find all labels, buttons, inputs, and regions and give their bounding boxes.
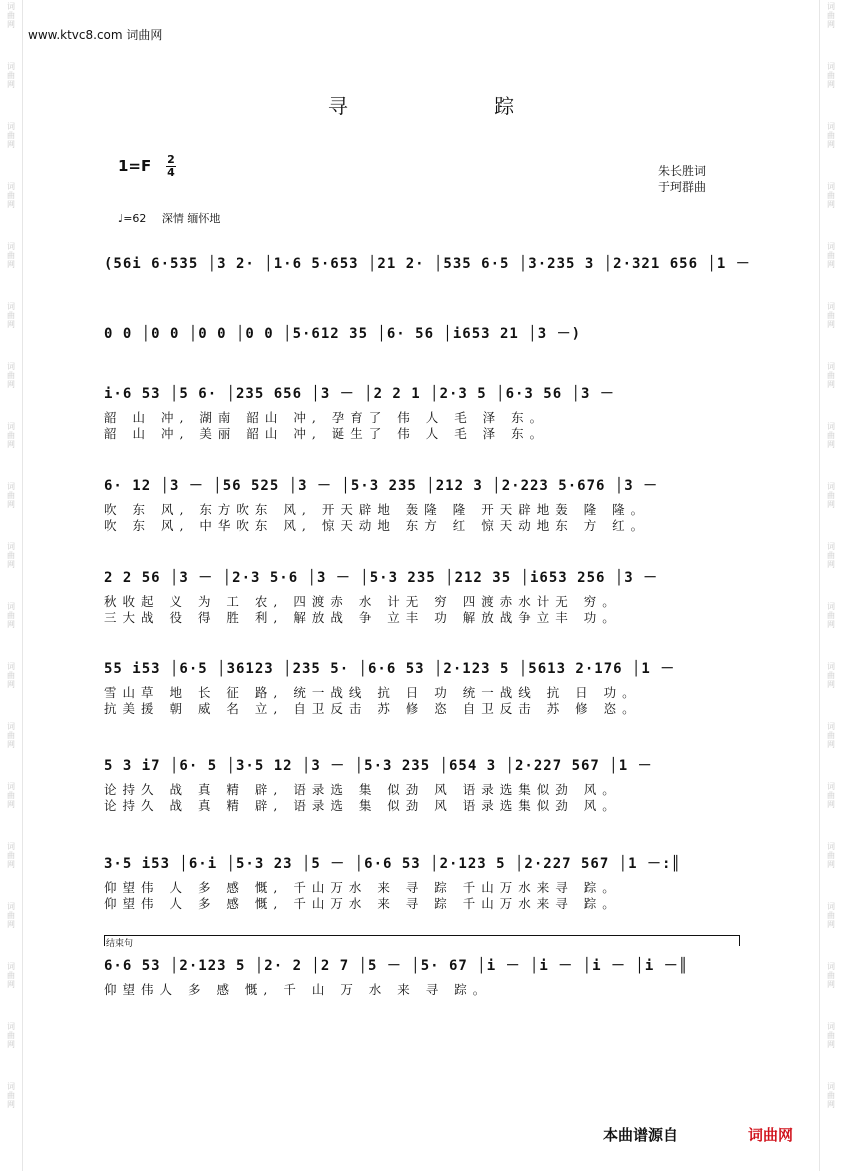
watermark-char: 曲 xyxy=(7,911,15,920)
watermark-group xyxy=(820,0,842,29)
staff-line: 6· 12 │3 － │56 525 │3 － │5·3 235 │212 3 │2·223 5·676 │3 － xyxy=(104,478,659,494)
lyric-verse-1: 论持久 战 真 精 辟, 语录选 集 似劲 风 语录选集似劲 风。 xyxy=(104,782,621,797)
watermark-char: 网 xyxy=(7,200,15,209)
watermark-char: 词 xyxy=(827,722,835,731)
watermark-char: 网 xyxy=(7,80,15,89)
watermark-char: 网 xyxy=(7,560,15,569)
watermark-char: 曲 xyxy=(827,71,835,80)
watermark-char: 词 xyxy=(827,302,835,311)
watermark-char: 词 xyxy=(827,662,835,671)
watermark-char: 网 xyxy=(827,800,835,809)
watermark-char: 曲 xyxy=(827,1091,835,1100)
watermark-char: 网 xyxy=(7,920,15,929)
watermark-char: 网 xyxy=(7,740,15,749)
watermark-char: 词 xyxy=(7,962,15,971)
watermark-char: 网 xyxy=(827,980,835,989)
watermark-char: 词 xyxy=(7,842,15,851)
watermark-char: 曲 xyxy=(827,491,835,500)
lyric-verse-1: 仰望伟人 多 感 慨, 千 山 万 水 来 寻 踪。 xyxy=(104,982,492,997)
watermark-group xyxy=(820,269,842,329)
watermark-group xyxy=(0,1049,22,1109)
watermark-char: 曲 xyxy=(7,971,15,980)
staff-line: 6·6 53 │2·123 5 │2· 2 │2 7 │5 － │5· 67 │i － │i － │i － │i －║ xyxy=(104,958,689,974)
watermark-char: 曲 xyxy=(7,371,15,380)
score-row-2 xyxy=(104,322,740,344)
watermark-group xyxy=(0,29,22,89)
watermark-char: 词 xyxy=(7,62,15,71)
watermark-char: 词 xyxy=(827,62,835,71)
credits xyxy=(658,163,706,195)
lyric-block xyxy=(104,685,740,717)
footer-brand-link[interactable]: 词曲网 xyxy=(748,1126,794,1144)
watermark-group xyxy=(0,569,22,629)
staff-line: i·6 53 │5 6· │235 656 │3 － │2 2 1 │2·3 5 │6·3 56 │3 － xyxy=(104,386,615,402)
watermark-char: 网 xyxy=(7,1100,15,1109)
watermark-char: 词 xyxy=(7,2,15,11)
watermark-char: 词 xyxy=(827,602,835,611)
watermark-char: 网 xyxy=(827,500,835,509)
left-watermark-strip xyxy=(0,0,23,1171)
watermark-char: 网 xyxy=(827,860,835,869)
lyric-verse-1: 仰望伟 人 多 感 慨, 千山万水 来 寻 踪 千山万水来寻 踪。 xyxy=(104,880,621,895)
watermark-char: 曲 xyxy=(827,371,835,380)
watermark-char: 词 xyxy=(827,122,835,131)
watermark-group xyxy=(0,269,22,329)
watermark-char: 网 xyxy=(7,680,15,689)
lyric-verse-1: 雪山草 地 长 征 路, 统一战线 抗 日 功 统一战线 抗 日 功。 xyxy=(104,685,641,700)
watermark-char: 曲 xyxy=(827,431,835,440)
score-row-7 xyxy=(104,754,740,814)
staff-line: 3·5 i53 │6·i │5·3 23 │5 － │6·6 53 │2·123 5 │2·227 567 │1 －:║ xyxy=(104,856,681,872)
watermark-group xyxy=(0,0,22,29)
watermark-char: 网 xyxy=(827,440,835,449)
watermark-char: 曲 xyxy=(827,311,835,320)
watermark-group xyxy=(0,929,22,989)
watermark-char: 曲 xyxy=(827,671,835,680)
watermark-char: 词 xyxy=(7,662,15,671)
watermark-group xyxy=(820,749,842,809)
watermark-char: 网 xyxy=(7,860,15,869)
song-title: 寻 踪 xyxy=(327,94,585,118)
watermark-char: 词 xyxy=(7,362,15,371)
watermark-char: 曲 xyxy=(7,131,15,140)
watermark-char: 词 xyxy=(827,1082,835,1091)
watermark-char: 曲 xyxy=(827,731,835,740)
watermark-char: 词 xyxy=(7,182,15,191)
watermark-char: 网 xyxy=(7,320,15,329)
tempo-marking xyxy=(118,210,220,226)
watermark-char: 词 xyxy=(827,362,835,371)
watermark-char: 网 xyxy=(827,20,835,29)
staff-line: (56i 6·535 │3 2· │1·6 5·653 │21 2· │535 6·5 │3·235 3 │2·321 656 │1 － xyxy=(104,256,751,272)
watermark-char: 词 xyxy=(827,1022,835,1031)
watermark-group xyxy=(0,869,22,929)
watermark-char: 网 xyxy=(7,980,15,989)
staff-line: 5 3 i7 │6· 5 │3·5 12 │3 － │5·3 235 │654 3 │2·227 567 │1 － xyxy=(104,758,653,774)
watermark-char: 曲 xyxy=(7,251,15,260)
watermark-group xyxy=(820,149,842,209)
watermark-char: 网 xyxy=(7,20,15,29)
watermark-char: 网 xyxy=(7,140,15,149)
watermark-group xyxy=(0,809,22,869)
watermark-char: 曲 xyxy=(827,791,835,800)
watermark-char: 网 xyxy=(827,380,835,389)
watermark-group xyxy=(820,29,842,89)
watermark-char: 曲 xyxy=(7,791,15,800)
watermark-char: 词 xyxy=(827,782,835,791)
watermark-char: 曲 xyxy=(7,851,15,860)
watermark-char: 词 xyxy=(7,542,15,551)
watermark-group xyxy=(820,869,842,929)
watermark-group xyxy=(0,149,22,209)
watermark-char: 网 xyxy=(827,1100,835,1109)
lyric-verse-1: 秋收起 义 为 工 农, 四渡赤 水 计无 穷 四渡赤水计无 穷。 xyxy=(104,594,621,609)
ending-label: 结束句 xyxy=(106,939,134,949)
watermark-char: 词 xyxy=(7,122,15,131)
time-signature xyxy=(165,154,177,179)
watermark-group xyxy=(0,209,22,269)
lyric-block xyxy=(104,880,740,912)
lyric-verse-2: 抗美援 朝 威 名 立, 自卫反击 苏 修 恣 自卫反击 苏 修 恣。 xyxy=(104,701,641,716)
watermark-char: 曲 xyxy=(827,1031,835,1040)
watermark-char: 曲 xyxy=(7,671,15,680)
lyric-verse-1: 韶 山 冲, 湖南 韶山 冲, 孕育了 伟 人 毛 泽 东。 xyxy=(104,410,549,425)
watermark-char: 词 xyxy=(827,902,835,911)
lyric-verse-2: 吹 东 风, 中华吹东 风, 惊天动地 东方 红 惊天动地东 方 红。 xyxy=(104,518,650,533)
lyric-block xyxy=(104,782,740,814)
watermark-char: 词 xyxy=(7,782,15,791)
watermark-group xyxy=(820,629,842,689)
watermark-char: 词 xyxy=(7,482,15,491)
watermark-group xyxy=(0,389,22,449)
watermark-char: 网 xyxy=(7,1040,15,1049)
watermark-char: 词 xyxy=(7,1082,15,1091)
watermark-char: 词 xyxy=(827,962,835,971)
watermark-char: 曲 xyxy=(7,11,15,20)
watermark-char: 词 xyxy=(7,602,15,611)
watermark-char: 曲 xyxy=(7,491,15,500)
watermark-group xyxy=(0,629,22,689)
score-row-1 xyxy=(104,252,751,274)
watermark-char: 网 xyxy=(827,320,835,329)
watermark-char: 网 xyxy=(827,200,835,209)
expression-mark: 深情 缅怀地 xyxy=(161,212,221,225)
watermark-char: 词 xyxy=(7,1022,15,1031)
lyricist: 朱长胜词 xyxy=(658,164,707,178)
watermark-char: 网 xyxy=(827,920,835,929)
watermark-char: 网 xyxy=(827,560,835,569)
watermark-group xyxy=(820,989,842,1049)
watermark-char: 网 xyxy=(827,1040,835,1049)
watermark-group xyxy=(820,509,842,569)
watermark-char: 曲 xyxy=(827,191,835,200)
composer: 于珂群曲 xyxy=(658,180,707,194)
watermark-char: 网 xyxy=(827,680,835,689)
lyric-block xyxy=(104,594,740,626)
watermark-group xyxy=(820,689,842,749)
watermark-char: 曲 xyxy=(7,1091,15,1100)
watermark-char: 词 xyxy=(827,2,835,11)
watermark-char: 网 xyxy=(7,260,15,269)
watermark-char: 词 xyxy=(7,422,15,431)
lyric-block xyxy=(104,410,740,442)
score-row-3 xyxy=(104,382,740,442)
watermark-group xyxy=(820,809,842,869)
watermark-char: 网 xyxy=(7,380,15,389)
watermark-group xyxy=(0,329,22,389)
staff-line: 2 2 56 │3 － │2·3 5·6 │3 － │5·3 235 │212 35 │i653 256 │3 － xyxy=(104,570,659,586)
watermark-char: 词 xyxy=(7,902,15,911)
site-url[interactable]: www.ktvc8.com 词曲网 xyxy=(28,28,163,42)
watermark-char: 词 xyxy=(827,422,835,431)
watermark-char: 曲 xyxy=(7,611,15,620)
watermark-char: 曲 xyxy=(827,971,835,980)
ending-bracket xyxy=(104,935,740,946)
watermark-char: 曲 xyxy=(827,911,835,920)
lyric-block xyxy=(104,502,740,534)
watermark-char: 网 xyxy=(827,740,835,749)
watermark-group xyxy=(820,569,842,629)
watermark-group xyxy=(0,749,22,809)
score-row-6 xyxy=(104,657,740,717)
watermark-char: 网 xyxy=(827,80,835,89)
staff-line: 0 0 │0 0 │0 0 │0 0 │5·612 35 │6· 56 │i653 21 │3 －) xyxy=(104,326,582,342)
watermark-char: 曲 xyxy=(827,11,835,20)
footer-source-text: 本曲谱源自 xyxy=(603,1126,679,1144)
watermark-char: 网 xyxy=(7,500,15,509)
score-row-9 xyxy=(104,954,740,998)
watermark-char: 词 xyxy=(827,242,835,251)
watermark-char: 网 xyxy=(7,620,15,629)
watermark-char: 曲 xyxy=(827,611,835,620)
staff-line: 55 i53 │6·5 │36123 │235 5· │6·6 53 │2·123 5 │5613 2·176 │1 － xyxy=(104,661,676,677)
score-row-5 xyxy=(104,566,740,626)
watermark-char: 曲 xyxy=(827,551,835,560)
watermark-char: 词 xyxy=(827,842,835,851)
watermark-char: 曲 xyxy=(7,311,15,320)
lyric-block xyxy=(104,982,740,998)
score-row-8 xyxy=(104,852,740,912)
watermark-char: 曲 xyxy=(827,851,835,860)
watermark-char: 曲 xyxy=(7,731,15,740)
watermark-group xyxy=(0,509,22,569)
watermark-char: 曲 xyxy=(827,131,835,140)
watermark-group xyxy=(820,389,842,449)
watermark-group xyxy=(820,1049,842,1109)
tempo-mark: ♩=62 xyxy=(118,212,147,225)
lyric-verse-2: 三大战 役 得 胜 利, 解放战 争 立丰 功 解放战争立丰 功。 xyxy=(104,610,621,625)
watermark-group xyxy=(820,929,842,989)
right-watermark-strip xyxy=(819,0,842,1171)
watermark-char: 曲 xyxy=(7,191,15,200)
watermark-char: 词 xyxy=(827,542,835,551)
watermark-char: 曲 xyxy=(7,551,15,560)
lyric-verse-1: 吹 东 风, 东方吹东 风, 开天辟地 轰隆 隆 开天辟地轰 隆 隆。 xyxy=(104,502,650,517)
watermark-char: 网 xyxy=(827,140,835,149)
watermark-char: 词 xyxy=(7,722,15,731)
score-row-4 xyxy=(104,474,740,534)
lyric-verse-2: 仰望伟 人 多 感 慨, 千山万水 来 寻 踪 千山万水来寻 踪。 xyxy=(104,896,621,911)
watermark-group xyxy=(0,989,22,1049)
watermark-char: 网 xyxy=(7,440,15,449)
watermark-char: 网 xyxy=(7,800,15,809)
watermark-char: 词 xyxy=(827,482,835,491)
watermark-char: 曲 xyxy=(7,431,15,440)
watermark-char: 词 xyxy=(827,182,835,191)
watermark-group xyxy=(820,449,842,509)
watermark-char: 曲 xyxy=(827,251,835,260)
watermark-char: 网 xyxy=(827,260,835,269)
lyric-verse-2: 韶 山 冲, 美丽 韶山 冲, 诞生了 伟 人 毛 泽 东。 xyxy=(104,426,549,441)
watermark-group xyxy=(820,329,842,389)
time-sig-bottom: 4 xyxy=(167,166,175,179)
watermark-char: 词 xyxy=(7,242,15,251)
key-signature: 1=F xyxy=(118,157,152,175)
watermark-char: 曲 xyxy=(7,71,15,80)
watermark-char: 网 xyxy=(827,620,835,629)
time-sig-top: 2 xyxy=(167,153,175,166)
watermark-group xyxy=(0,689,22,749)
watermark-char: 曲 xyxy=(7,1031,15,1040)
watermark-group xyxy=(820,209,842,269)
watermark-group xyxy=(0,449,22,509)
lyric-verse-2: 论持久 战 真 精 辟, 语录选 集 似劲 风 语录选集似劲 风。 xyxy=(104,798,621,813)
watermark-char: 词 xyxy=(7,302,15,311)
